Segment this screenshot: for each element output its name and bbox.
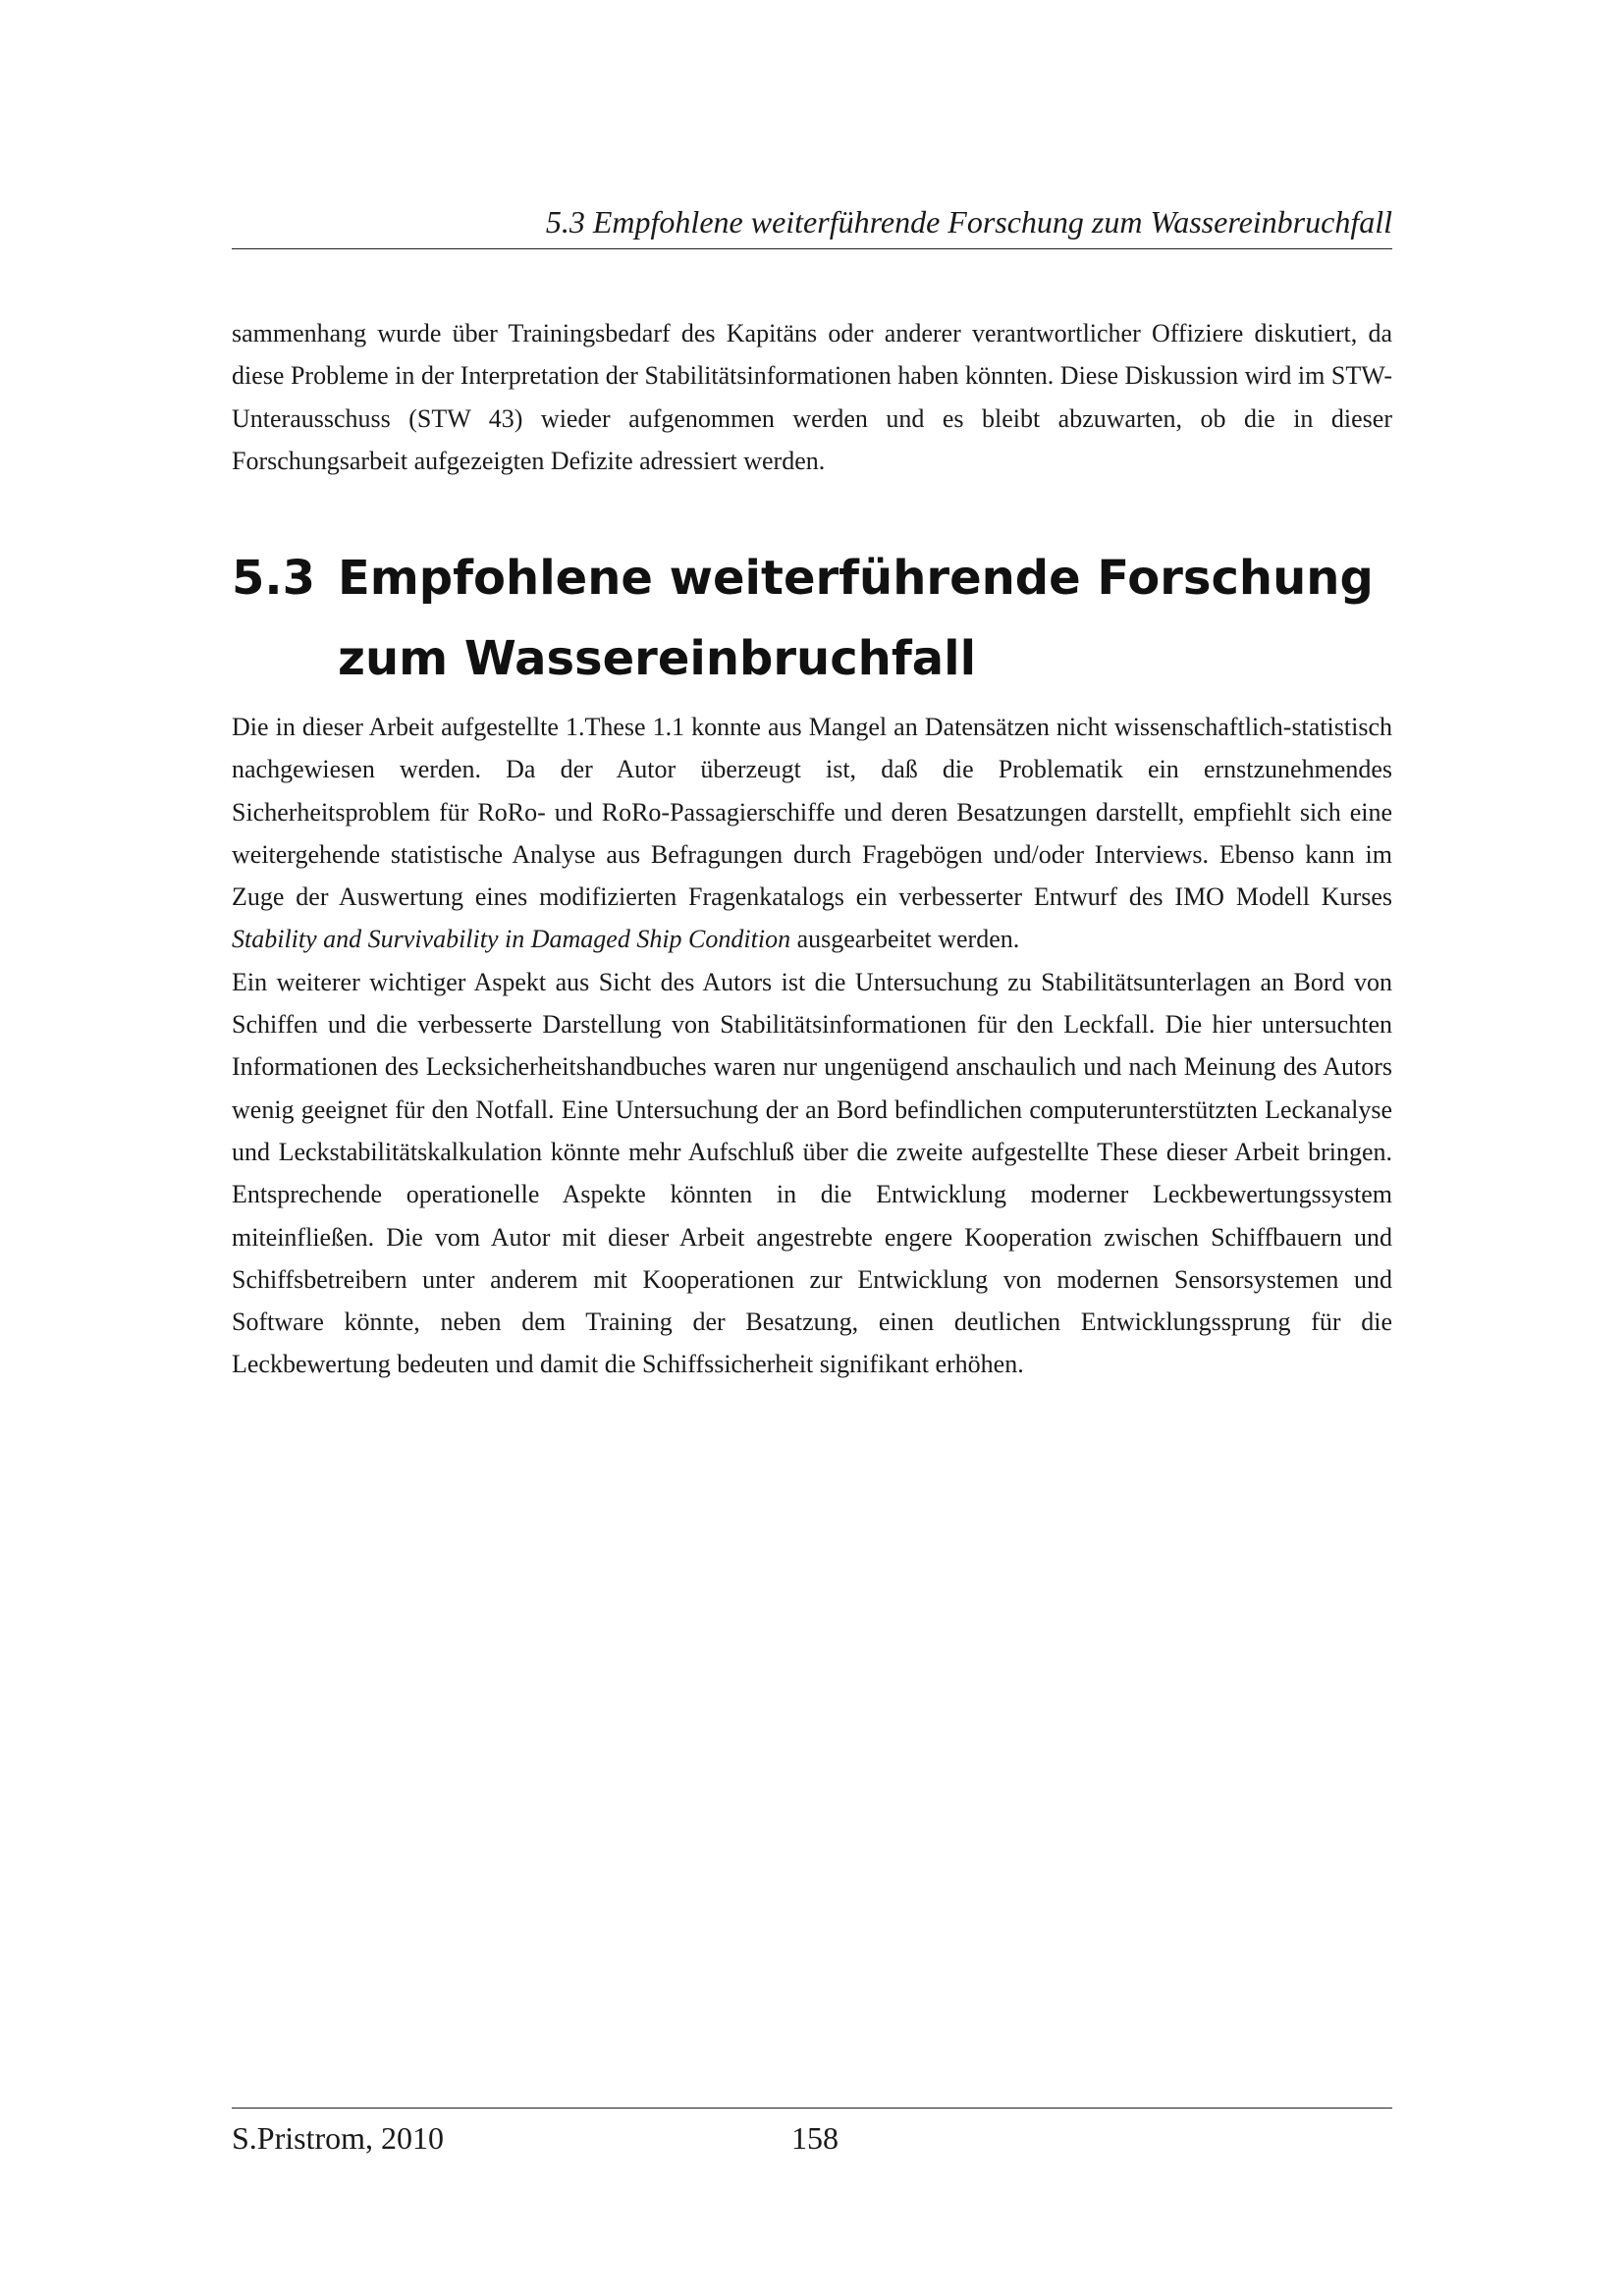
footer-author: S.Pristrom, 2010 bbox=[232, 2120, 445, 2156]
intro-paragraph bbox=[232, 312, 1392, 482]
section-number: 5.3 bbox=[232, 551, 316, 606]
header-rule bbox=[232, 248, 1392, 249]
course-title: Stability and Survivability in Damaged Ship Condition bbox=[232, 925, 791, 954]
footer-rule bbox=[232, 2108, 1392, 2109]
paragraph-1-text-after: ausgearbeitet werden. bbox=[790, 925, 1020, 954]
section-paragraph-1 bbox=[232, 706, 1392, 961]
page-number: 158 bbox=[791, 2120, 839, 2156]
section-body bbox=[232, 706, 1392, 1386]
paragraph-1-text-before: Die in dieser Arbeit aufgestellte 1.These 1.1 konnte aus Mangel an Datensätzen nicht wissenschaftlich-statistisch nachgewiesen werden. Da der Autor überzeugt ist, daß die Problematik ein ernstzunehmendes Sicherheitsproblem für RoRo- und RoRo-Passagierschiffe und deren Besatzungen darstellt, empfiehlt sich eine weitergehende statistische Analyse aus Befragungen durch Fragebögen und/oder Interviews. Ebenso kann im Zuge der Auswertung eines modifizierten Fragenkatalogs ein verbesserter Entwurf des IMO Modell Kurses bbox=[232, 713, 1392, 912]
intro-paragraph-text: sammenhang wurde über Trainingsbedarf des Kapitäns oder anderer verantwortlicher Offiziere diskutiert, da diese Probleme in der Interpretation der Stabilitätsinformationen haben könnten. Diese Diskussion wird im STW-Unterausschuss (STW 43) wieder aufgenommen werden und es bleibt abzuwarten, ob die in dieser Forschungsarbeit aufgezeigten Defizite adressiert werden. bbox=[232, 319, 1392, 475]
running-header: 5.3 Empfohlene weiterführende Forschung zum Wassereinbruchfall bbox=[545, 204, 1392, 240]
section-title: Empfohlene weiterführende Forschung zum Wassereinbruchfall bbox=[338, 551, 1374, 686]
section-paragraph-2: Ein weiterer wichtiger Aspekt aus Sicht des Autors ist die Untersuchung zu Stabilitätsunterlagen an Bord von Schiffen und die verbesserte Darstellung von Stabilitätsinformationen für den Leckfall. Die hier untersuchten Informationen des Lecksicherheitshandbuches waren nur ungenügend anschaulich und nach Meinung des Autors wenig geeignet für den Notfall. Eine Untersuchung der an Bord befindlichen computerunterstützten Leckanalyse und Leckstabilitätskalkulation könnte mehr Aufschluß über die zweite aufgestellte These dieser Arbeit bringen. Entsprechende operationelle Aspekte könnten in die Entwicklung moderner Leckbewertungssystem miteinfließen. Die vom Autor mit dieser Arbeit angestrebte engere Kooperation zwischen Schiffbauern und Schiffsbetreibern unter anderem mit Kooperationen zur Entwicklung von modernen Sensorsystemen und Software könnte, neben dem Training der Besatzung, einen deutlichen Entwicklungssprung für die Leckbewertung bedeuten und damit die Schiffssicherheit signifikant erhöhen. bbox=[232, 967, 1392, 1379]
